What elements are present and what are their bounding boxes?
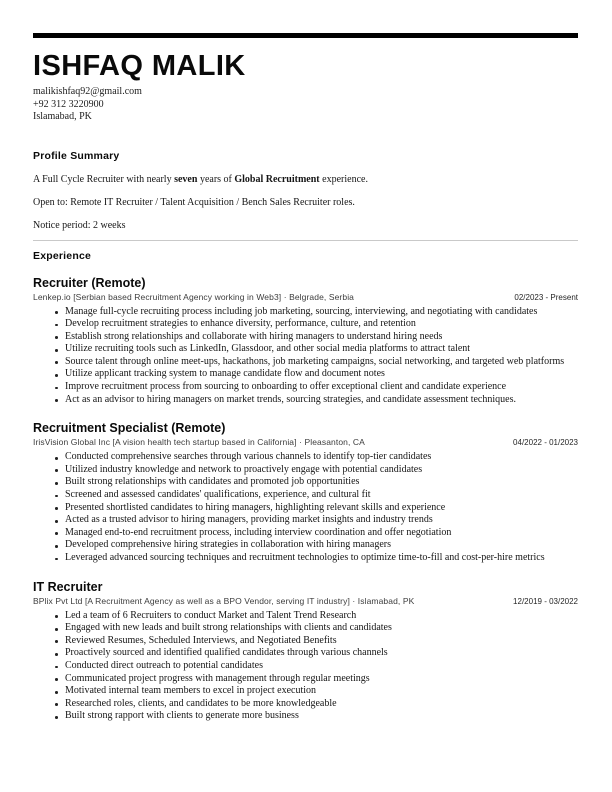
summary-line-2: Open to: Remote IT Recruiter / Talent Acquisition / Bench Sales Recruiter roles.	[33, 196, 355, 208]
job-company: BPlix Pvt Ltd [A Recruitment Agency as well as a BPO Vendor, serving IT industry] · Islamabad, PK	[33, 595, 415, 606]
bullet-item: Presented shortlisted candidates to hiring managers, highlighting relevant skills and experience	[65, 502, 578, 515]
bullet-item: Engaged with new leads and built strong relationships with clients and candidates	[65, 622, 578, 635]
bullet-item: Researched roles, clients, and candidates to be more knowledgeable	[65, 698, 578, 711]
bullet-item: Communicated project progress with management through regular meetings	[65, 673, 578, 686]
summary-text-fragment: years of	[197, 173, 235, 185]
person-name: ISHFAQ MALIK	[33, 50, 246, 82]
bullet-item: Develop recruitment strategies to enhance diversity, performance, culture, and retention	[65, 318, 578, 331]
bullet-item: Utilize applicant tracking system to manage candidate flow and document notes	[65, 368, 578, 381]
bullet-item: Managed end-to-end recruitment process, including interview coordination and offer negotiation	[65, 527, 578, 540]
bullet-item: Establish strong relationships and collaborate with hiring managers to understand hiring needs	[65, 331, 578, 344]
section-heading-profile-summary: Profile Summary	[33, 149, 120, 162]
bullet-item: Screened and assessed candidates' qualifications, experience, and cultural fit	[65, 489, 578, 502]
job-meta-row	[33, 292, 578, 303]
job-title: Recruitment Specialist (Remote)	[33, 421, 226, 436]
job-bullet-list	[33, 610, 578, 723]
bullet-item: Developed comprehensive hiring strategies in collaboration with hiring managers	[65, 539, 578, 552]
summary-line-1	[33, 174, 578, 186]
bullet-item: Conducted direct outreach to potential candidates	[65, 660, 578, 673]
job-company: IrisVision Global Inc [A vision health tech startup based in California] · Pleasanton, CA	[33, 437, 365, 448]
section-heading-experience: Experience	[33, 249, 92, 262]
bullet-item: Built strong relationships with candidates and promoted job opportunities	[65, 476, 578, 489]
contact-phone: +92 312 3220900	[33, 98, 104, 110]
summary-bold-global-recruitment: Global Recruitment	[234, 173, 320, 185]
summary-bold-years: seven	[174, 173, 198, 185]
bullet-item: Manage full-cycle recruiting process including job marketing, sourcing, interviewing, and negotiating with candidates	[65, 306, 578, 319]
job-dates: 04/2022 - 01/2023	[513, 438, 578, 448]
bullet-item: Acted as a trusted advisor to hiring managers, providing market insights and industry trends	[65, 514, 578, 527]
job-company: Lenkep.io [Serbian based Recruitment Agency working in Web3] · Belgrade, Serbia	[33, 291, 355, 302]
summary-text-fragment: A Full Cycle Recruiter with nearly	[33, 173, 175, 185]
job-title: IT Recruiter	[33, 579, 103, 594]
bullet-item: Utilized industry knowledge and network to proactively engage with potential candidates	[65, 464, 578, 477]
bullet-item: Utilize recruiting tools such as LinkedIn, Glassdoor, and other social media platforms to attract talent	[65, 343, 578, 356]
bullet-item: Source talent through online meet-ups, hackathons, job marketing campaigns, social networking, and targeted web platforms	[65, 356, 578, 369]
bullet-item: Act as an advisor to hiring managers on market trends, sourcing strategies, and candidate assessment techniques.	[65, 394, 578, 407]
bullet-item: Motivated internal team members to excel in project execution	[65, 685, 578, 698]
job-entry-it-recruiter	[33, 580, 578, 723]
bullet-item: Reviewed Resumes, Scheduled Interviews, and Negotiated Benefits	[65, 635, 578, 648]
summary-line-3: Notice period: 2 weeks	[33, 219, 126, 231]
job-title: Recruiter (Remote)	[33, 275, 146, 290]
contact-location: Islamabad, PK	[33, 111, 92, 122]
job-bullet-list	[33, 451, 578, 564]
bullet-item: Built strong rapport with clients to generate more business	[65, 710, 578, 723]
section-divider	[33, 240, 578, 241]
header-accent-bar	[33, 33, 578, 38]
job-bullet-list	[33, 306, 578, 407]
job-entry-recruiter-remote	[33, 276, 578, 407]
contact-email: malikishfaq92@gmail.com	[33, 86, 142, 97]
bullet-item: Led a team of 6 Recruiters to conduct Market and Talent Trend Research	[65, 610, 578, 623]
job-meta-row	[33, 596, 578, 607]
job-dates: 12/2019 - 03/2022	[513, 596, 578, 606]
bullet-item: Leveraged advanced sourcing techniques and recruitment technologies to optimize time-to-fill and cost-per-hire metrics	[65, 552, 578, 565]
job-meta-row	[33, 437, 578, 448]
bullet-item: Proactively sourced and identified qualified candidates through various channels	[65, 647, 578, 660]
job-dates: 02/2023 - Present	[514, 292, 578, 302]
summary-text-fragment: experience.	[319, 173, 368, 185]
bullet-item: Conducted comprehensive searches through various channels to identify top-tier candidates	[65, 451, 578, 464]
job-entry-recruitment-specialist	[33, 421, 578, 564]
contact-block	[33, 86, 578, 124]
bullet-item: Improve recruitment process from sourcing to onboarding to offer exceptional client and candidate experience	[65, 381, 578, 394]
